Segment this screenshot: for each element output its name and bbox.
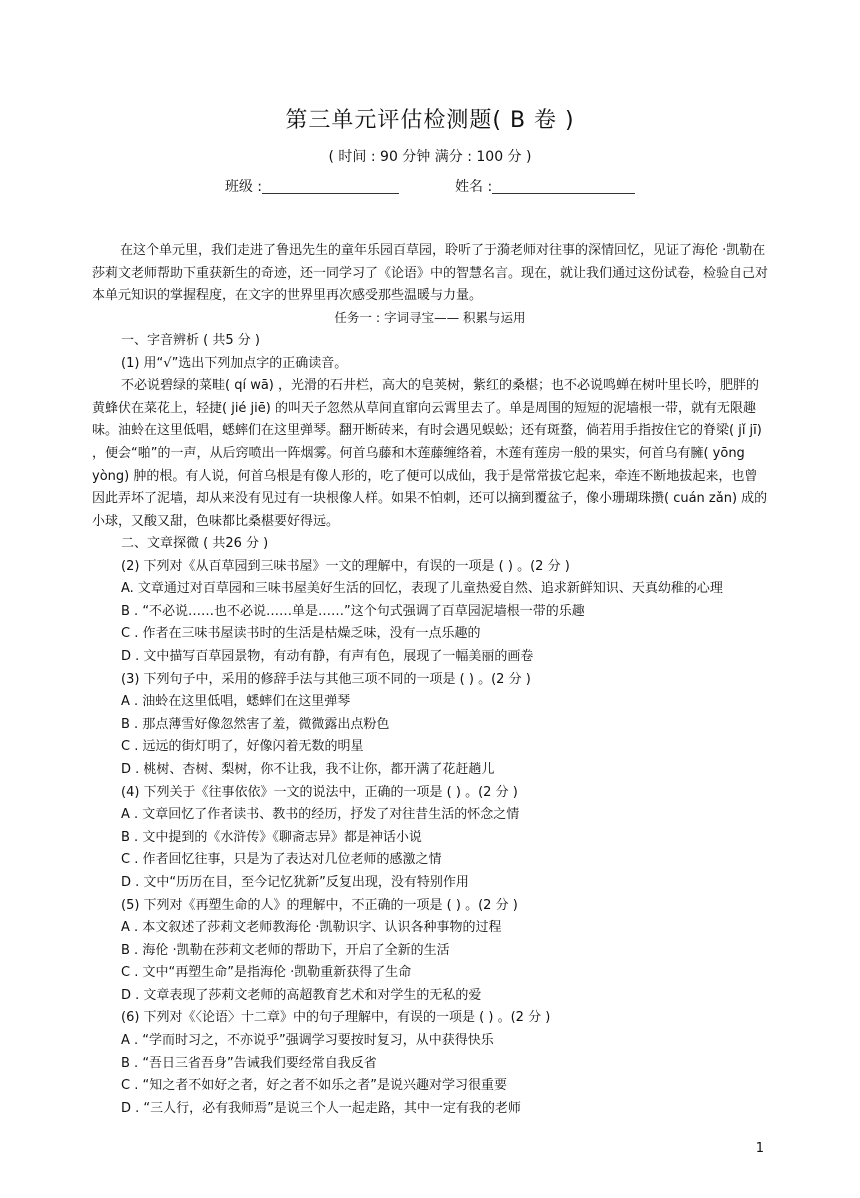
question-line: (5) 下列对《再塑生命的人》的理解中，不正确的一项是 ( ) 。(2 分 )	[121, 897, 518, 913]
option-line: C . 作者在三味书屋读书时的生活是枯燥乏味，没有一点乐趣的	[121, 626, 481, 642]
question-line: (3) 下列句子中，采用的修辞手法与其他三项不同的一项是 ( ) 。(2 分 )	[121, 671, 531, 687]
question-line: (2) 下列对《从百草园到三味书屋》一文的理解中，有误的一项是 ( ) 。(2 分 )	[121, 558, 570, 574]
task-title: 任务一 : 字词寻宝—— 积累与运用	[334, 310, 526, 325]
option-line: A . 本文叙述了莎莉文老师教海伦 ·凯勒识字、认识各种事物的过程	[121, 920, 502, 936]
option-line: B . 文中提到的《水浒传》《聊斋志异》都是神话小说	[121, 829, 422, 845]
option-line: B . 那点薄雪好像忽然害了羞，微微露出点粉色	[121, 716, 390, 732]
class-label: 班级 :	[224, 179, 262, 195]
option-line: D . “三人行，必有我师焉”是说三个人一起走路，其中一定有我的老师	[121, 1100, 521, 1116]
option-line: B . “吾日三省吾身”告诫我们要经常自我反省	[121, 1055, 377, 1071]
option-line: A . 油蛉在这里低唱，蟋蟀们在这里弹琴	[121, 694, 351, 710]
intro-paragraph	[92, 240, 770, 308]
option-line: B . “不必说……也不必说……单是……”这个句式强调了百草园泥墙根一带的乐趣	[121, 603, 585, 619]
student-info-line	[0, 176, 860, 196]
question-line: (6) 下列对《〈论语〉十二章》中的句子理解中，有误的一项是 ( ) 。(2 分 )	[121, 1010, 551, 1026]
page-title: 第三单元评估检测题( B 卷 )	[285, 108, 575, 133]
option-line: C . “知之者不如好之者，好之者不如乐之者”是说兴趣对学习很重要	[121, 1078, 507, 1094]
option-line: D . 桃树、杏树、梨树，你不让我，我不让你，都开满了花赶趟儿	[121, 761, 495, 777]
option-line: D . 文中“历历在目，至今记忆犹新”反复出现，没有特别作用	[121, 874, 469, 890]
option-line: D . 文中描写百草园景物，有动有静，有声有色，展现了一幅美丽的画卷	[121, 648, 534, 664]
class-blank[interactable]	[262, 177, 399, 194]
section-1	[92, 330, 770, 533]
name-label: 姓名 :	[455, 179, 493, 195]
section-heading: 一、字音辨析 ( 共5 分 )	[121, 333, 260, 348]
option-line: D . 文章表现了莎莉文老师的高超教育艺术和对学生的无私的爱	[121, 987, 482, 1003]
question-line: (4) 下列关于《往事依依》一文的说法中，正确的一项是 ( ) 。(2 分 )	[121, 784, 518, 800]
section-2	[92, 533, 770, 1120]
option-line: C . 文中“再塑生命”是指海伦 ·凯勒重新获得了生命	[121, 965, 412, 981]
option-line: A. 文章通过对百草园和三味书屋美好生活的回忆，表现了儿童热爱自然、追求新鲜知识、天真幼稚的心理	[121, 581, 723, 597]
option-line: A . 文章回忆了作者读书、教书的经历，抒发了对往昔生活的怀念之情	[121, 807, 520, 823]
option-line: C . 远远的街灯明了，好像闪着无数的明星	[121, 739, 364, 755]
section-heading: 二、文章探微 ( 共26 分 )	[121, 536, 269, 551]
option-line: A . “学而时习之，不亦说乎”强调学习要按时复习，从中获得快乐	[121, 1033, 494, 1049]
question-1: (1) 用“√”选出下列加点字的正确读音。	[121, 355, 348, 371]
exam-time-score: ( 时间 : 90 分钟 满分 : 100 分 )	[328, 149, 532, 165]
page-number: 1	[755, 1141, 764, 1156]
option-line: B . 海伦 ·凯勒在莎莉文老师的帮助下，开启了全新的生活	[121, 942, 450, 958]
name-blank[interactable]	[492, 177, 635, 194]
option-line: C . 作者回忆往事，只是为了表达对几位老师的感激之情	[121, 852, 442, 868]
reading-passage: 不必说碧绿的菜畦( qí wā) ，光滑的石井栏，高大的皂荚树，紫红的桑椹；也不必说鸣蝉在树叶里长吟，肥胖的黄蜂伏在菜花上，轻捷( jié jiē) 的叫天子忽然从草间直窜向云霄里去了。单是周围的短短的泥墙根一带，就有无限趣味。油蛉在这里低唱，蟋蟀们在这里弹琴。翻开断砖来，有时会遇见蜈蚣；还有斑蝥，倘若用手指按住它的脊梁( jǐ jī) ，便会“啪”的一声，从后窍喷出一阵烟雾。何首乌藤和木莲藤缠络着，木莲有莲房一般的果实，何首乌有臃( yōng yòng) 肿的根。有人说，何首乌根是有像人形的，吃了便可以成仙，我于是常常拔它起来，牵连不断地拔起来，也曾因此弄坏了泥墙，却从来没有见过有一块根像人样。如果不怕刺，还可以摘到覆盆子，像小珊瑚珠攒( cuán zǎn) 成的小球，又酸又甜，色味都比桑椹要好得远。	[92, 378, 768, 529]
intro-text: 在这个单元里，我们走进了鲁迅先生的童年乐园百草园，聆听了于漪老师对往事的深情回忆，见证了海伦 ·凯勒在莎莉文老师帮助下重获新生的奇迹，还一同学习了《论语》中的智慧名言。现在，就让我们通过这份试卷，检验自己对本单元知识的掌握程度，在文字的世界里再次感受那些温暖与力量。	[92, 243, 769, 304]
